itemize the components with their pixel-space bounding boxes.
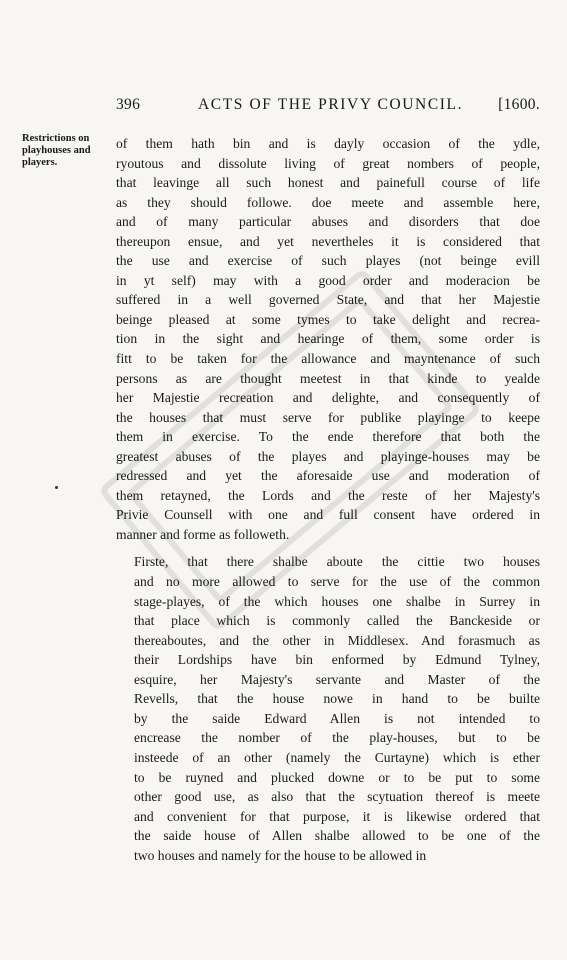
stray-mark xyxy=(55,486,58,489)
text-line: thereupon ensue, and yet nevertheles it is considered that xyxy=(116,233,540,249)
text-line: stage-playes, of the which houses one shalbe in Surrey in xyxy=(134,593,540,609)
paragraph xyxy=(116,134,540,544)
text-line: her Majestie recreation and delighte, and consequently of xyxy=(116,390,540,406)
text-line: thereaboutes, and the other in Middlesex. And forasmuch as xyxy=(134,632,540,648)
text-line: the saide house of Allen shalbe allowed to be one of the xyxy=(134,828,540,844)
text-line: esquire, her Majesty's servante and Master of the xyxy=(134,671,540,687)
text-line: the houses that must serve for publike playinge to keepe xyxy=(116,409,540,425)
running-title: ACTS OF THE PRIVY COUNCIL. xyxy=(198,96,464,113)
text-line: to be ruyned and plucked downe or to be put to some xyxy=(134,769,540,785)
text-line: their Lordships have bin enformed by Edmund Tylney, xyxy=(134,652,540,668)
text-line: fitt to be taken for the allowance and mayntenance of such xyxy=(116,351,540,367)
text-line: Revells, that the house nowe in hand to be builte xyxy=(134,691,540,707)
text-line: that leavinge all such honest and painefull course of life xyxy=(116,175,540,191)
text-line: tion in the sight and hearinge of them, some order is xyxy=(116,331,540,347)
margin-note: Restrictions on playhouses and players. xyxy=(22,133,91,168)
text-line: of them hath bin and is dayly occasion of the ydle, xyxy=(116,136,540,151)
text-line: two houses and namely for the house to be allowed in xyxy=(134,847,427,863)
text-line: and of many particular abuses and disorders that doe xyxy=(116,214,540,230)
text-line: Firste, that there shalbe aboute the cittie two houses xyxy=(134,554,540,570)
text-line: greatest abuses of the playes and playinge-houses may be xyxy=(116,448,540,464)
text-line: suffered in a well governed State, and that her Majestie xyxy=(116,292,540,308)
header-year: [1600. xyxy=(498,96,540,113)
text-line: encrease the nomber of the play-houses, but to be xyxy=(134,730,540,746)
text-line: by the saide Edward Allen is not intended to xyxy=(134,710,540,726)
text-line: other good use, as also that the scytuation thereof is meete xyxy=(134,789,540,805)
text-line: persons as are thought meetest in that kinde to yealde xyxy=(116,370,540,386)
text-line: and convenient for that purpose, it is likewise ordered that xyxy=(134,808,540,824)
text-line: manner and forme as followeth. xyxy=(116,526,290,542)
text-line: them retayned, the Lords and the reste of her Majesty's xyxy=(116,487,540,503)
text-line: Privie Counsell with one and full consent have ordered in xyxy=(116,507,540,523)
page-number: 396 xyxy=(116,96,141,113)
text-line: in yt self) may with a good order and moderacion be xyxy=(116,272,540,288)
running-header xyxy=(116,96,546,120)
text-line: ryoutous and dissolute living of great nombers of people, xyxy=(116,155,540,171)
paragraph xyxy=(116,552,540,865)
text-line: as they should followe. doe meete and assemble here, xyxy=(116,194,540,210)
text-line: redressed and yet the aforesaide use and moderation of xyxy=(116,468,540,484)
text-line: insteede of an other (namely the Curtayne) which is ether xyxy=(134,749,540,765)
text-line: beinge pleased at some tymes to take delight and recrea- xyxy=(116,311,540,327)
text-line: that place which is commonly called the Banckeside or xyxy=(134,613,540,629)
text-line: the use and exercise of such playes (not beinge evill xyxy=(116,253,540,269)
text-line: them in exercise. To the ende therefore that both the xyxy=(116,429,540,445)
text-line: and no more allowed to serve for the use of the common xyxy=(134,574,540,590)
body-text xyxy=(116,134,540,865)
